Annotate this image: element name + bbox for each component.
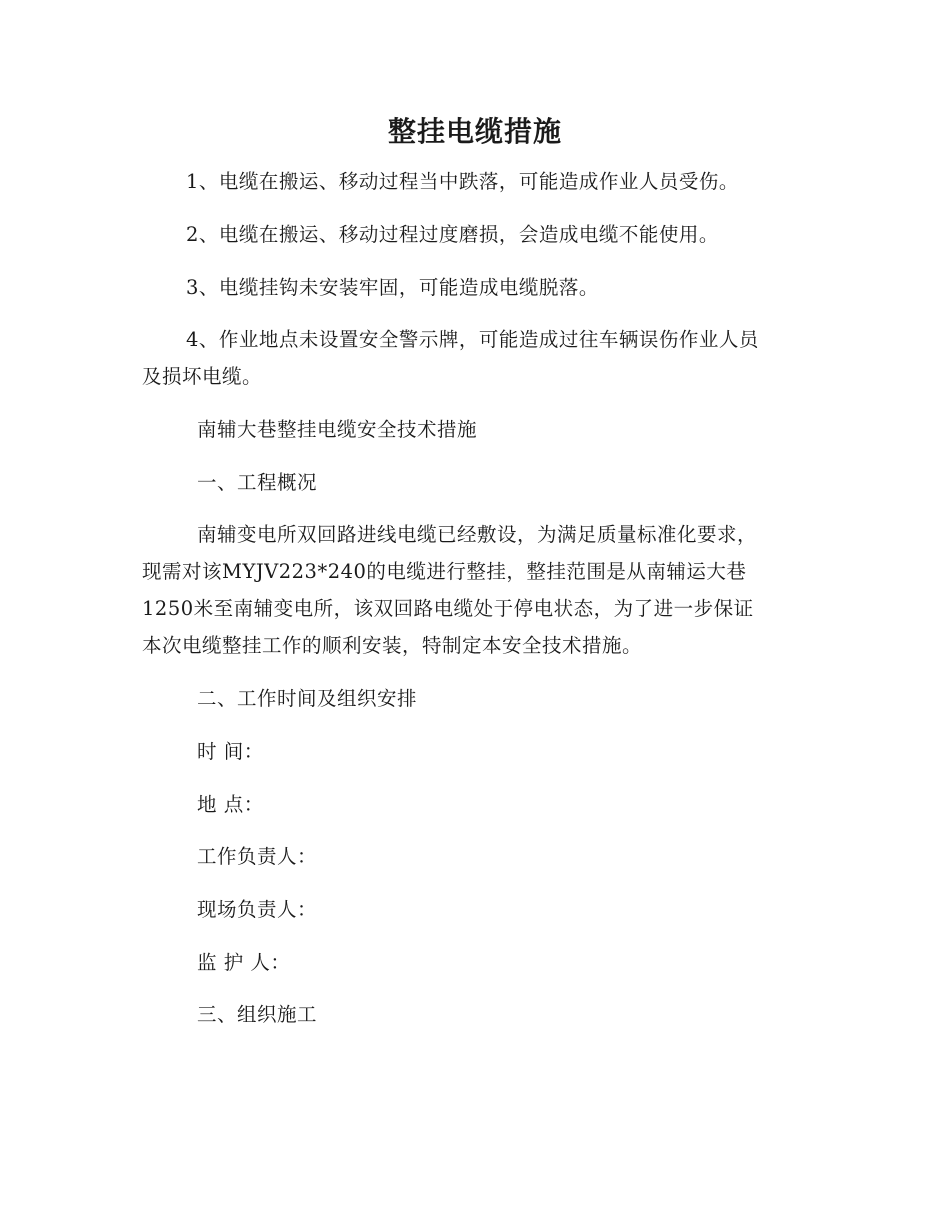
section-1-paragraph-line: 南辅变电所双回路进线电缆已经敷设，为满足质量标准化要求，: [197, 523, 758, 546]
field-label-location: 地 点：: [197, 793, 264, 816]
hazard-item-3: 3、电缆挂钩未安装牢固，可能造成电缆脱落。: [186, 276, 599, 299]
field-label-time: 时 间：: [197, 740, 264, 763]
section-1-paragraph-line: 本次电缆整挂工作的顺利安装，特制定本安全技术措施。: [142, 634, 643, 657]
field-label-supervisor: 监 护 人：: [197, 951, 291, 974]
section-1-paragraph-line: 现需对该MYJV223*240的电缆进行整挂，整挂范围是从南辅运大巷: [142, 560, 747, 583]
hazard-item-4-continuation: 及损坏电缆。: [142, 365, 263, 388]
hazard-item-4: 4、作业地点未设置安全警示牌，可能造成过往车辆误伤作业人员: [186, 328, 759, 351]
field-label-work-leader: 工作负责人：: [197, 845, 318, 868]
section-1-heading: 一、工程概况: [197, 471, 318, 494]
document-subtitle: 南辅大巷整挂电缆安全技术措施: [197, 418, 478, 441]
field-label-site-leader: 现场负责人：: [197, 898, 318, 921]
hazard-item-2: 2、电缆在搬运、移动过程过度磨损，会造成电缆不能使用。: [186, 223, 719, 246]
section-3-heading: 三、组织施工: [197, 1003, 318, 1026]
hazard-item-1: 1、电缆在搬运、移动过程当中跌落，可能造成作业人员受伤。: [186, 170, 739, 193]
section-2-heading: 二、工作时间及组织安排: [197, 687, 418, 710]
document-title: 整挂电缆措施: [387, 115, 562, 148]
section-1-paragraph-line: 1250米至南辅变电所，该双回路电缆处于停电状态，为了进一步保证: [142, 597, 754, 620]
